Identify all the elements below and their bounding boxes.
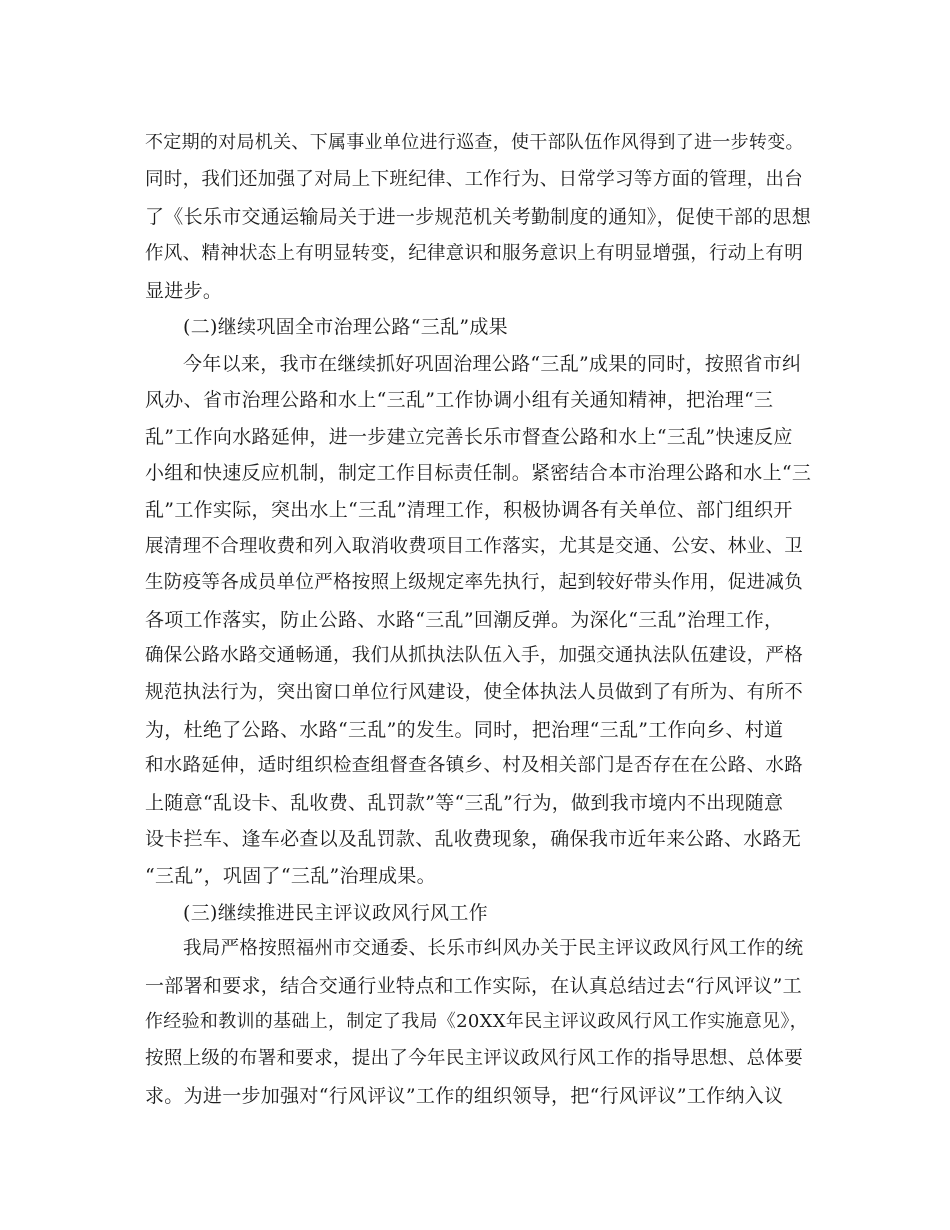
text-line-4: 作风、精神状态上有明显转变，纪律意识和服务意识上有明显增强，行动上有明: [145, 243, 804, 264]
text-line-11: 乱”工作实际，突出水上“三乱”清理工作，积极协调各有关单位、部门组织开: [145, 499, 793, 521]
text-line-12: 展清理不合理收费和列入取消收费项目工作落实，尤其是交通、公安、林业、卫: [145, 536, 804, 557]
text-line-26: 按照上级的布署和要求，提出了今年民主评议政风行风工作的指导思想、总体要: [145, 1048, 804, 1069]
text-line-13: 生防疫等各成员单位严格按照上级规定率先执行，起到较好带头作用，促进减负: [145, 572, 804, 593]
text-line-8: 风办、省市治理公路和水上“三乱”工作协调小组有关通知精神，把治理“三: [145, 389, 774, 411]
text-line-21: “三乱”，巩固了“三乱”治理成果。: [145, 865, 436, 887]
text-line-1: 不定期的对局机关、下属事业单位进行巡查，使干部队伍作风得到了进一步转变。: [145, 132, 804, 153]
text-line-19: 上随意“乱设卡、乱收费、乱罚款”等“三乱”行为，做到我市境内不出现随意: [145, 792, 784, 814]
text-line-2: 同时，我们还加强了对局上下班纪律、工作行为、日常学习等方面的管理，出台: [145, 169, 804, 190]
text-line-10: 小组和快速反应机制，制定工作目标责任制。紧密结合本市治理公路和水上“三: [145, 462, 812, 484]
section-heading-3: (三)继续推进民主评议政风行风工作: [183, 902, 488, 924]
text-line-16: 规范执法行为，突出窗口单位行风建设，使全体执法人员做到了有所为、有所不: [145, 682, 804, 703]
text-line-24: 一部署和要求，结合交通行业特点和工作实际，在认真总结过去“行风评议”工: [145, 975, 802, 997]
text-line-9: 乱”工作向水路延伸，进一步建立完善长乐市督查公路和水上“三乱”快速反应: [145, 426, 793, 448]
text-line-3: 了《长乐市交通运输局关于进一步规范机关考勤制度的通知》，促使干部的思想: [145, 206, 812, 228]
section-heading-2: (二)继续巩固全市治理公路“三乱”成果: [183, 316, 508, 338]
text-line-5: 显进步。: [145, 280, 223, 302]
text-line-20: 设卡拦车、逢车必查以及乱罚款、乱收费现象，确保我市近年来公路、水路无: [145, 828, 802, 850]
text-line-23: 我局严格按照福州市交通委、长乐市纠风办关于民主评议政风行风工作的统: [183, 938, 804, 959]
text-line-17: 为，杜绝了公路、水路“三乱”的发生。同时，把治理“三乱”工作向乡、村道: [145, 719, 784, 741]
text-line-25: 作经验和教训的基础上，制定了我局《20XX年民主评议政风行风工作实施意见》，: [145, 1011, 808, 1032]
text-line-14: 各项工作落实，防止公路、水路“三乱”回潮反弹。为深化“三乱”治理工作，: [145, 609, 784, 631]
text-line-15: 确保公路水路交通畅通，我们从抓执法队伍入手，加强交通执法队伍建设，严格: [145, 645, 804, 666]
text-line-7: 今年以来，我市在继续抓好巩固治理公路“三乱”成果的同时，按照省市纠: [183, 353, 802, 375]
text-line-27: 求。为进一步加强对“行风评议”工作的组织领导，把“行风评议”工作纳入议: [145, 1085, 784, 1107]
text-line-18: 和水路延伸，适时组织检查组督查各镇乡、村及相关部门是否存在在公路、水路: [145, 755, 804, 776]
